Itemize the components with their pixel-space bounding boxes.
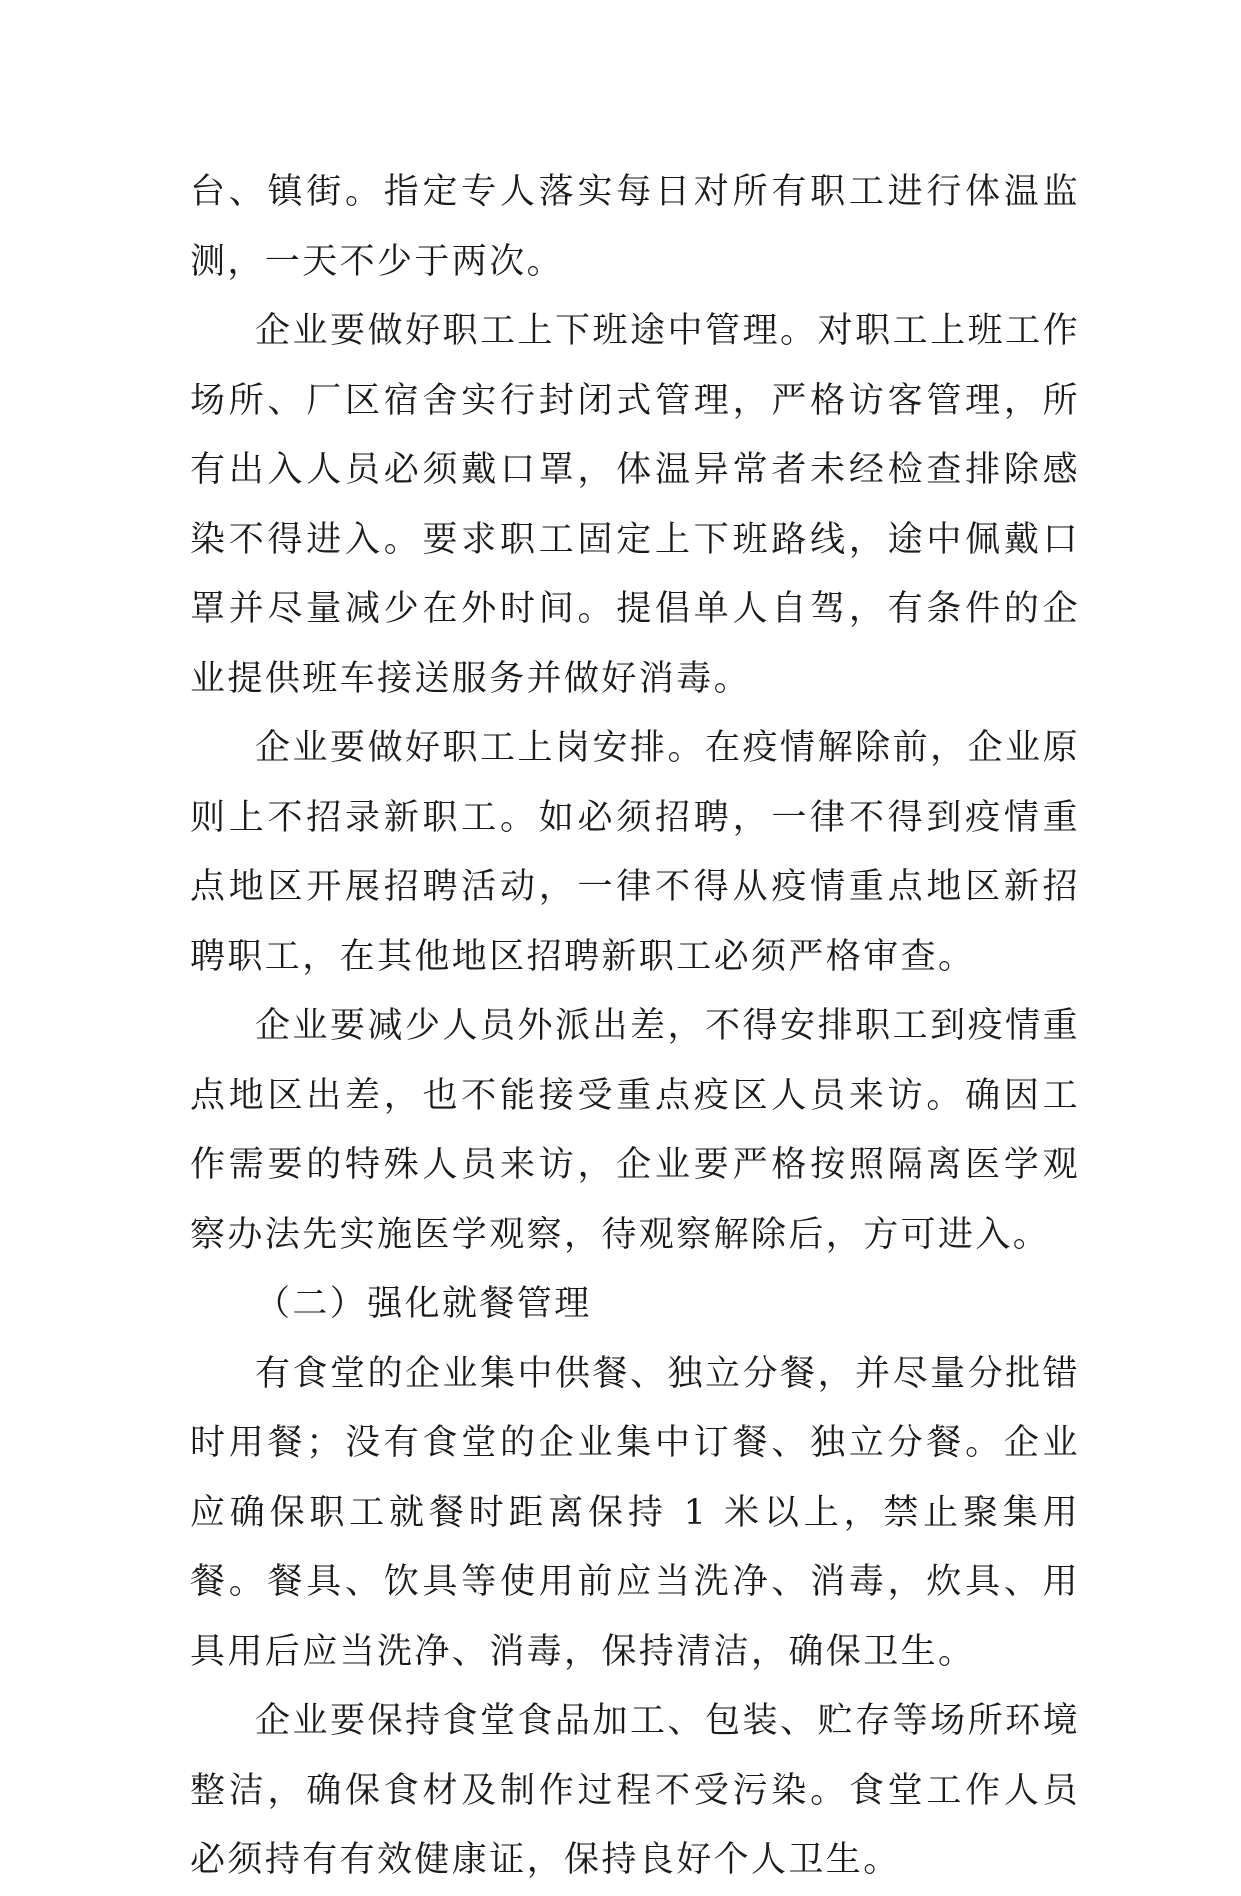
paragraph-business-travel: 企业要减少人员外派出差，不得安排职工到疫情重点地区出差，也不能接受重点疫区人员来访。确因工作需要的特殊人员来访，企业要严格按照隔离医学观察办法先实施医学观察，待观察解除后，方可进入。	[190, 1006, 1080, 1255]
paragraph-continuation: 台、镇街。指定专人落实每日对所有职工进行体温监测，一天不少于两次。	[190, 172, 1080, 282]
paragraph-canteen-hygiene: 企业要保持食堂食品加工、包装、贮存等场所环境整洁，确保食材及制作过程不受污染。食堂工作人员必须持有有效健康证，保持良好个人卫生。	[190, 1701, 1080, 1880]
paragraph-commute-management: 企业要做好职工上下班途中管理。对职工上班工作场所、厂区宿舍实行封闭式管理，严格访客管理，所有出入人员必须戴口罩，体温异常者未经检查排除感染不得进入。要求职工固定上下班路线，途中佩戴口罩并尽量减少在外时间。提倡单人自驾，有条件的企业提供班车接送服务并做好消毒。	[190, 311, 1080, 699]
paragraph-staffing-arrangement: 企业要做好职工上岗安排。在疫情解除前，企业原则上不招录新职工。如必须招聘，一律不得到疫情重点地区开展招聘活动，一律不得从疫情重点地区新招聘职工，在其他地区招聘新职工必须严格审查。	[190, 728, 1080, 977]
document-body	[190, 158, 1080, 1896]
section-heading-dining: （二）强化就餐管理	[255, 1284, 592, 1324]
paragraph-dining-rules: 有食堂的企业集中供餐、独立分餐，并尽量分批错时用餐；没有食堂的企业集中订餐、独立分餐。企业应确保职工就餐时距离保持 1 米以上，禁止聚集用餐。餐具、饮具等使用前应当洗净、消毒，炊具、用具用后应当洗净、消毒，保持清洁，确保卫生。	[190, 1353, 1080, 1672]
